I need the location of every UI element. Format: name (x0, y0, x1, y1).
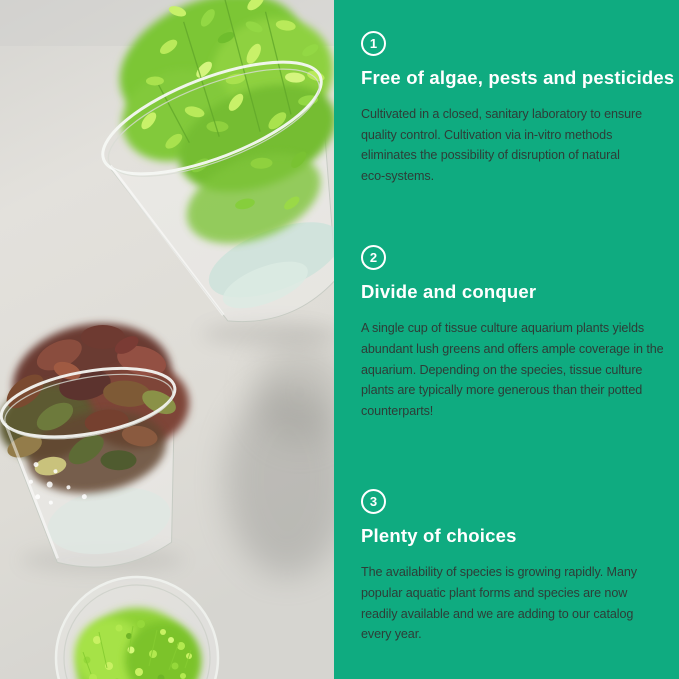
body-text-line: counterparts! (361, 403, 434, 418)
product-photo (0, 0, 334, 679)
feature-1-body (361, 104, 674, 186)
body-text-line: aquarium. Depending on the species, tissue culture (361, 362, 643, 377)
step-number: 2 (369, 250, 378, 266)
product-photo-illustration (0, 0, 334, 679)
step-number: 1 (369, 36, 378, 51)
feature-section-2 (361, 245, 674, 421)
feature-3-title: Plenty of choices (361, 525, 517, 547)
body-text-line: readily available and we are adding to our catalog (361, 606, 634, 621)
info-panel (334, 0, 679, 679)
body-text-line: plants are typically more generous than their potted (361, 383, 643, 398)
step-1-number-badge (361, 31, 386, 56)
step-number: 3 (369, 494, 378, 510)
feature-1-title: Free of algae, pests and pesticides (361, 67, 675, 88)
feature-section-3 (361, 489, 674, 644)
step-3-number-badge (361, 489, 386, 514)
body-text-line: Cultivated in a closed, sanitary laboratory to ensure (361, 107, 643, 121)
body-text-line: The availability of species is growing rapidly. Many (361, 565, 637, 580)
body-text-line: popular aquatic plant forms and species are now (361, 585, 628, 600)
body-text-line: eliminates the possibility of disruption of natural (361, 148, 620, 163)
body-text-line: quality control. Cultivation via in-vitro methods (361, 127, 613, 142)
step-2-number-badge (361, 245, 386, 270)
feature-section-1 (361, 31, 674, 186)
feature-2-title: Divide and conquer (361, 281, 537, 303)
body-text-line: A single cup of tissue culture aquarium plants yields (361, 321, 645, 336)
body-text-line: abundant lush greens and offers ample coverage in the (361, 341, 664, 356)
body-text-line: eco-systems. (361, 168, 434, 183)
feature-2-body (361, 318, 674, 421)
feature-3-body (361, 562, 674, 644)
body-text-line: every year. (361, 627, 422, 642)
